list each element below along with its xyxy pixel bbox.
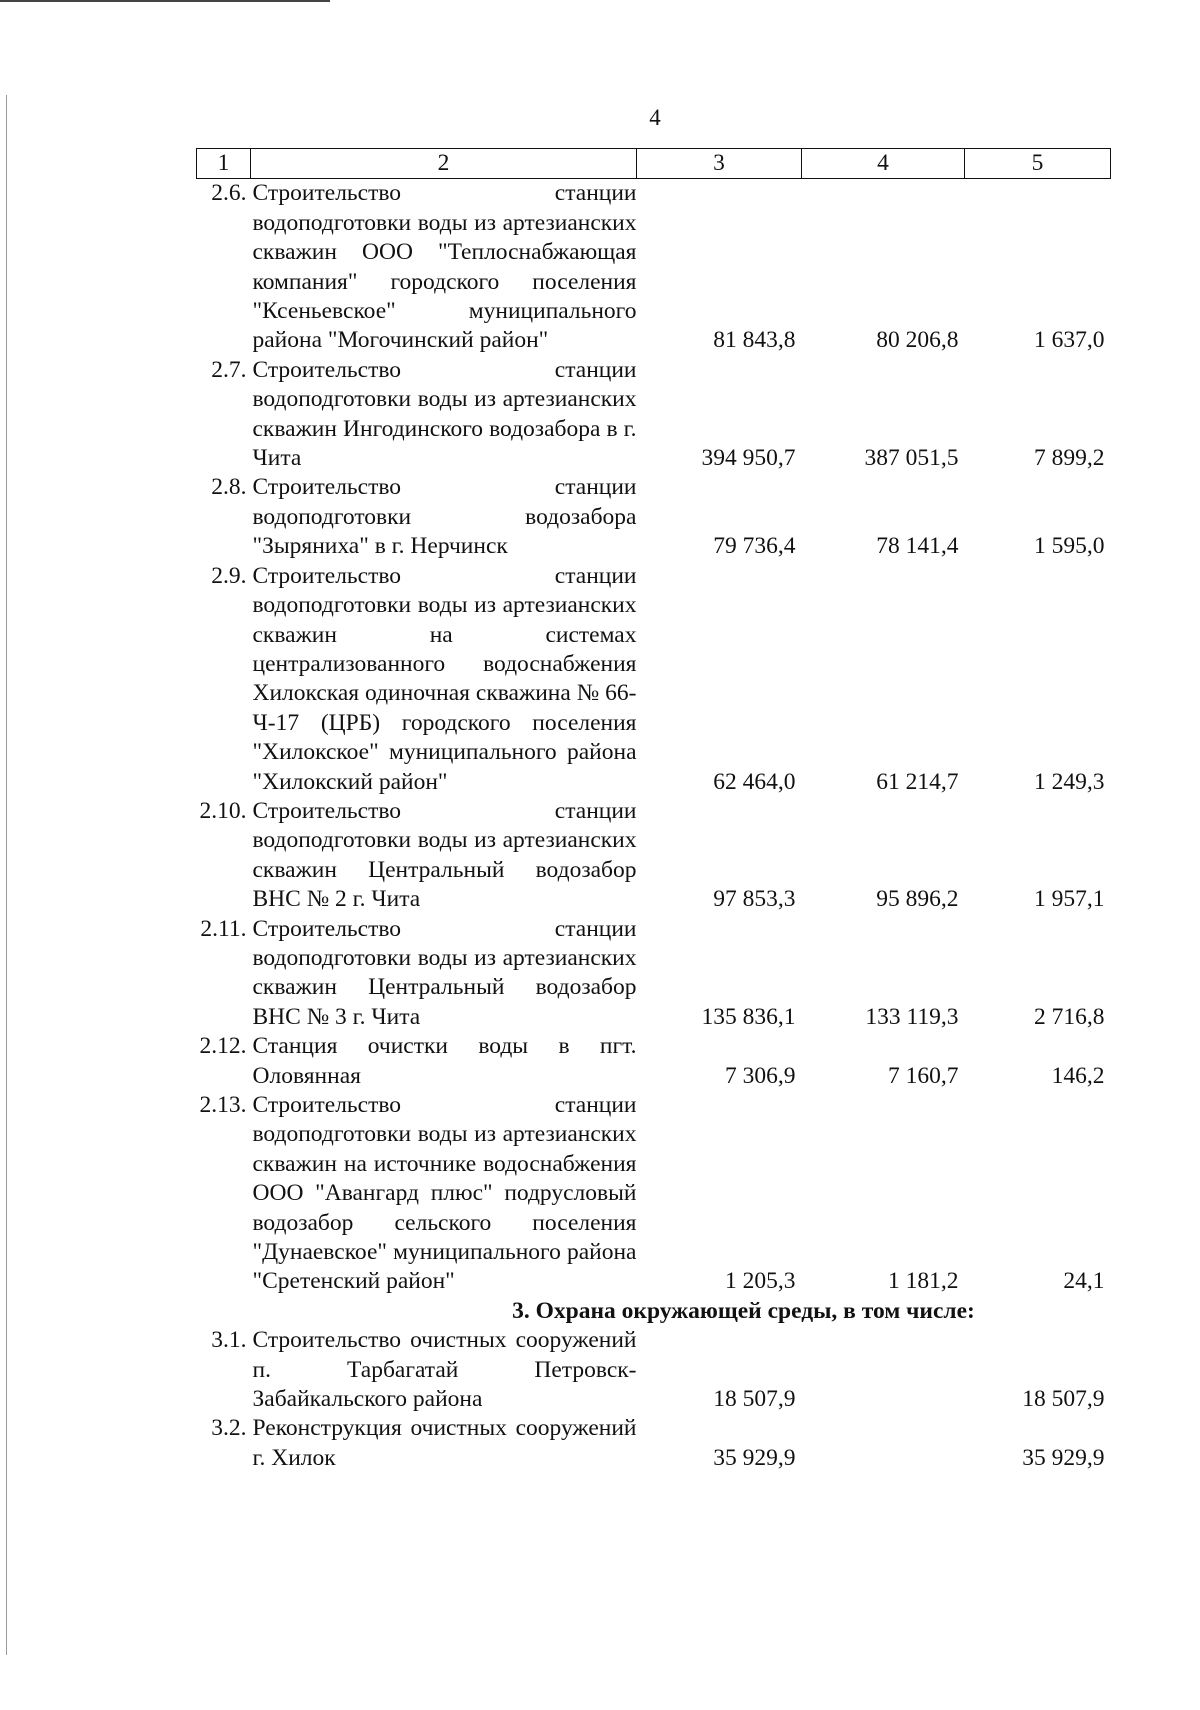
column-5-value: 146,2 (1051, 1062, 1105, 1089)
column-header: 5 (965, 149, 1111, 179)
total-value: 35 929,9 (713, 1444, 796, 1471)
total-value: 7 306,9 (725, 1062, 796, 1089)
section-title: 3. Охрана окружающей среды, в том числе: (512, 1297, 975, 1324)
table-row (197, 797, 1111, 915)
row-description: Строительство станции водоподготовки воды из артезианских скважин Центральный водозабор ВНС № 3 г. Чита (252, 915, 637, 1030)
column-5-value: 1 957,1 (1034, 886, 1105, 913)
column-4-value: 95 896,2 (876, 886, 959, 913)
total-value: 79 736,4 (713, 533, 796, 560)
column-4-value: 78 141,4 (876, 533, 959, 560)
column-header: 3 (637, 149, 802, 179)
row-number: 2.11. (200, 915, 247, 942)
scan-margin-line (6, 95, 7, 1655)
row-number: 2.9. (211, 562, 247, 589)
total-value: 97 853,3 (713, 886, 796, 913)
table-row (197, 473, 1111, 561)
row-number: 3.1. (211, 1327, 247, 1354)
column-4-value: 7 160,7 (888, 1062, 959, 1089)
row-description: Строительство станции водоподготовки воды из артезианских скважин Центральный водозабор ВНС № 2 г. Чита (252, 797, 637, 913)
table-row (197, 1326, 1111, 1414)
column-5-value: 2 716,8 (1034, 1003, 1105, 1030)
row-number: 3.2. (211, 1415, 247, 1442)
row-description: Строительство станции водоподготовки воды из артезианских скважин на источнике водоснабжения ООО "Авангард плюс" подрусловый водозабор сельского поселения "Дунаевское" муниципального района "Сретенский район" (252, 1092, 637, 1295)
column-5-value: 1 249,3 (1034, 768, 1105, 795)
total-value: 62 464,0 (713, 768, 796, 795)
budget-table (196, 148, 1111, 1473)
table-row (197, 1414, 1111, 1473)
table-row (197, 1032, 1111, 1091)
total-value: 18 507,9 (713, 1386, 796, 1413)
column-5-value: 1 595,0 (1034, 533, 1105, 560)
page-number: 4 (649, 105, 661, 130)
column-header: 2 (251, 149, 637, 179)
column-5-value: 1 637,0 (1034, 327, 1105, 354)
column-4-value: 1 181,2 (888, 1268, 959, 1295)
total-value: 1 205,3 (725, 1268, 796, 1295)
table-row (197, 356, 1111, 474)
row-description: Реконструкция очистных сооружений г. Хилок (252, 1415, 637, 1471)
table-row (197, 179, 1111, 356)
row-description: Строительство станции водоподготовки воды из артезианских скважин ООО "Теплоснабжающая компания" городского поселения "Ксеньевское" муниципального района "Могочинский район" (252, 180, 637, 354)
row-description: Строительство станции водоподготовки водозабора "Зыряниха" в г. Нерчинск (252, 474, 637, 560)
row-description: Строительство станции водоподготовки воды из артезианских скважин Ингодинского водозабора в г. Чита (252, 356, 637, 472)
column-4-value: 61 214,7 (876, 768, 959, 795)
total-value: 81 843,8 (713, 327, 796, 354)
column-header: 1 (197, 149, 251, 179)
row-number: 2.8. (211, 474, 247, 501)
table-header (197, 149, 1111, 179)
column-5-value: 24,1 (1063, 1268, 1105, 1295)
row-description: Строительство очистных сооружений п. Тарбагатай Петровск-Забайкальского района (252, 1327, 637, 1413)
column-4-value (802, 1414, 965, 1473)
row-number: 2.12. (199, 1033, 247, 1060)
column-4-value: 133 119,3 (865, 1003, 959, 1030)
row-number: 2.6. (211, 180, 247, 207)
table-row (197, 915, 1111, 1033)
table-row (197, 562, 1111, 797)
row-number: 2.7. (211, 356, 247, 383)
column-4-value (802, 1326, 965, 1414)
row-description: Станция очистки воды в пгт. Оловянная (252, 1033, 637, 1089)
section-heading-row (197, 1297, 1111, 1326)
top-rule (0, 0, 330, 2)
row-number: 2.13. (199, 1092, 247, 1118)
row-description: Строительство станции водоподготовки воды из артезианских скважин на системах централизованного водоснабжения Хилокская одиночная скважина № 66-Ч-17 (ЦРБ) городского поселения "Хилокское" муниципального района "Хилокский район" (252, 562, 637, 795)
column-4-value: 80 206,8 (876, 327, 959, 354)
column-5-value: 18 507,9 (1022, 1386, 1105, 1413)
column-5-value: 7 899,2 (1034, 445, 1105, 472)
row-number: 2.10. (199, 797, 247, 824)
column-header: 4 (802, 149, 965, 179)
column-5-value: 35 929,9 (1022, 1444, 1105, 1471)
column-4-value: 387 051,5 (864, 445, 959, 472)
table-row (197, 1091, 1111, 1297)
total-value: 135 836,1 (701, 1003, 796, 1030)
total-value: 394 950,7 (701, 445, 796, 472)
